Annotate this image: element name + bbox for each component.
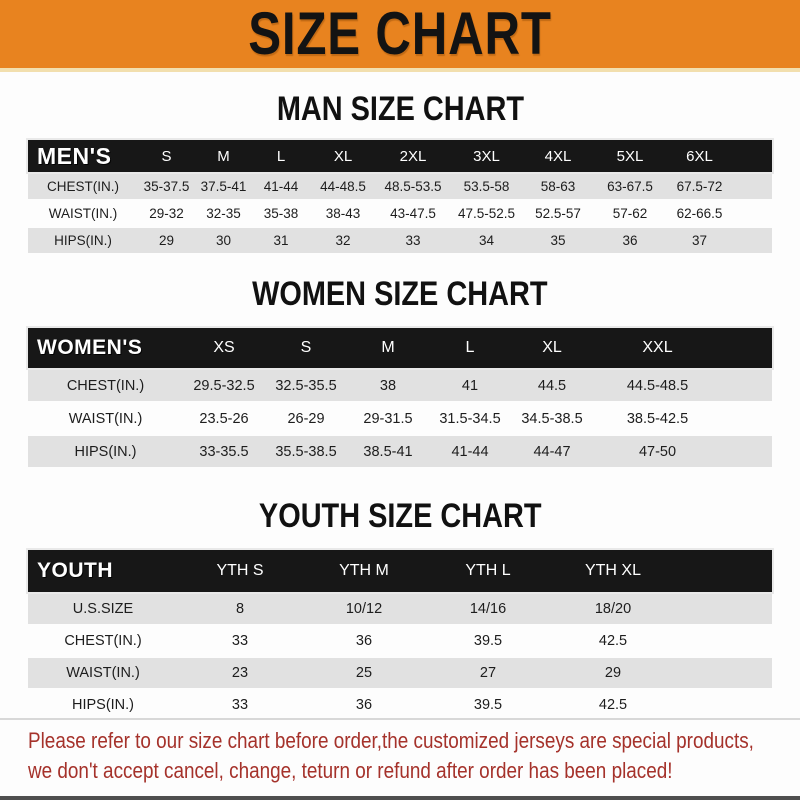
table-row: [28, 690, 772, 720]
size-value-cell: 43-47.5: [390, 206, 436, 221]
footer-disclaimer: [0, 718, 800, 796]
men-size-table: [28, 140, 772, 253]
size-value-cell: 41: [461, 377, 479, 394]
size-value-cell: 58-63: [540, 179, 576, 194]
size-value-cell: 18/20: [594, 601, 632, 617]
size-value-cell: 29: [158, 233, 175, 248]
table-row: [28, 174, 772, 199]
size-value-cell: 30: [215, 233, 232, 248]
size-value-cell: 27: [479, 665, 497, 681]
footer-disclaimer-line2: we don't accept cancel, change, teturn or refund after order has been placed!: [28, 758, 673, 783]
size-value-cell: 35.5-38.5: [275, 443, 337, 460]
size-column-header: YTH L: [465, 562, 511, 579]
banner-title: SIZE CHART: [248, 0, 552, 67]
size-value-cell: 32: [335, 233, 351, 248]
women-section-heading: [0, 277, 800, 311]
row-label: CHEST(IN.): [64, 633, 142, 649]
size-chart-banner: [0, 0, 800, 72]
bottom-edge-bar: [0, 796, 800, 800]
size-value-cell: 44-47: [533, 443, 571, 460]
size-value-cell: 39.5: [473, 633, 503, 649]
size-column-header: S: [161, 147, 172, 165]
size-value-cell: 36: [355, 633, 373, 649]
table-header-row: [28, 550, 772, 592]
table-row: [28, 594, 772, 624]
size-value-cell: 34.5-38.5: [521, 410, 583, 427]
size-value-cell: 41-44: [451, 443, 489, 460]
row-label: WAIST(IN.): [66, 665, 140, 681]
size-value-cell: 35-38: [263, 206, 299, 221]
size-value-cell: 63-67.5: [607, 179, 653, 194]
size-value-cell: 14/16: [469, 601, 507, 617]
row-label: HIPS(IN.): [74, 443, 137, 460]
size-value-cell: 33: [231, 633, 249, 649]
size-column-header: XL: [333, 147, 353, 165]
size-value-cell: 29.5-32.5: [193, 377, 255, 394]
women-section-heading-text: WOMEN SIZE CHART: [252, 275, 548, 313]
size-value-cell: 32-35: [206, 206, 241, 221]
size-value-cell: 44-48.5: [320, 179, 366, 194]
size-value-cell: 33: [231, 697, 249, 713]
size-value-cell: 33: [405, 233, 421, 248]
size-value-cell: 39.5: [473, 697, 503, 713]
size-value-cell: 37.5-41: [200, 179, 247, 194]
man-section-heading: [0, 92, 800, 126]
size-value-cell: 47.5-52.5: [457, 206, 516, 221]
size-value-cell: 33-35.5: [199, 443, 249, 460]
size-value-cell: 41-44: [263, 179, 299, 194]
size-column-header: S: [300, 339, 312, 356]
size-value-cell: 8: [235, 601, 245, 617]
women-size-table: [28, 328, 772, 467]
table-title-label: YOUTH: [37, 559, 113, 582]
size-value-cell: 37: [691, 233, 708, 248]
row-label: U.S.SIZE: [72, 601, 134, 617]
size-column-header: XL: [542, 339, 562, 356]
size-column-header: 4XL: [544, 147, 572, 165]
row-label: CHEST(IN.): [47, 179, 119, 194]
table-row: [28, 201, 772, 226]
youth-size-section: [0, 499, 800, 720]
table-row: [28, 436, 772, 467]
size-value-cell: 23: [231, 665, 249, 681]
size-value-cell: 44.5-48.5: [626, 377, 689, 394]
size-value-cell: 62-66.5: [676, 206, 723, 221]
size-value-cell: 31.5-34.5: [439, 410, 501, 427]
size-column-header: YTH M: [339, 562, 389, 579]
women-size-section: [0, 277, 800, 467]
table-row: [28, 370, 772, 401]
size-value-cell: 35-37.5: [143, 179, 190, 194]
size-value-cell: 38: [379, 377, 397, 394]
size-value-cell: 38-43: [325, 206, 361, 221]
table-row: [28, 658, 772, 688]
size-column-header: YTH XL: [584, 562, 641, 579]
size-column-header: 2XL: [399, 147, 427, 165]
youth-section-heading-text: YOUTH SIZE CHART: [258, 497, 542, 535]
size-value-cell: 34: [478, 233, 495, 248]
size-value-cell: 36: [355, 697, 373, 713]
size-column-header: 3XL: [473, 147, 500, 165]
size-value-cell: 29-32: [149, 206, 184, 221]
size-value-cell: 52.5-57: [535, 206, 581, 221]
size-value-cell: 25: [355, 665, 373, 681]
size-value-cell: 31: [273, 233, 289, 248]
row-label: HIPS(IN.): [71, 697, 135, 713]
size-value-cell: 26-29: [287, 410, 325, 427]
size-value-cell: 35: [550, 233, 566, 248]
table-title-label: MEN'S: [37, 142, 112, 169]
row-label: CHEST(IN.): [66, 377, 145, 394]
size-value-cell: 57-62: [612, 206, 648, 221]
youth-size-table: [28, 550, 772, 720]
table-row: [28, 228, 772, 253]
table-row: [28, 403, 772, 434]
size-value-cell: 48.5-53.5: [384, 179, 442, 194]
size-column-header: YTH S: [216, 562, 264, 579]
size-value-cell: 38.5-41: [363, 443, 413, 460]
size-value-cell: 67.5-72: [676, 179, 723, 194]
size-value-cell: 38.5-42.5: [626, 410, 689, 427]
size-value-cell: 10/12: [345, 601, 383, 617]
row-label: WAIST(IN.): [68, 410, 143, 427]
size-value-cell: 32.5-35.5: [275, 377, 337, 394]
table-header-row: [28, 328, 772, 368]
size-value-cell: 29-31.5: [363, 410, 413, 427]
size-column-header: XS: [213, 339, 235, 356]
man-size-section: [0, 92, 800, 253]
size-value-cell: 29: [604, 665, 622, 681]
row-label: HIPS(IN.): [54, 233, 112, 248]
size-value-cell: 53.5-58: [463, 179, 510, 194]
youth-section-heading: [0, 499, 800, 533]
size-column-header: L: [465, 339, 475, 356]
table-row: [28, 626, 772, 656]
size-column-header: L: [276, 147, 286, 165]
size-column-header: 6XL: [686, 147, 713, 165]
size-value-cell: 23.5-26: [199, 410, 249, 427]
size-column-header: XXL: [642, 339, 673, 356]
size-column-header: 5XL: [616, 147, 644, 165]
size-column-header: M: [217, 147, 230, 165]
footer-disclaimer-line1: Please refer to our size chart before order,the customized jerseys are special products,: [28, 728, 754, 753]
size-value-cell: 44.5: [537, 377, 567, 394]
table-title-label: WOMEN'S: [37, 336, 143, 359]
size-value-cell: 47-50: [638, 443, 677, 460]
table-header-row: [28, 140, 772, 172]
size-value-cell: 42.5: [598, 633, 628, 649]
size-column-header: M: [381, 339, 395, 356]
row-label: WAIST(IN.): [48, 206, 118, 221]
size-value-cell: 36: [622, 233, 638, 248]
man-section-heading-text: MAN SIZE CHART: [276, 90, 524, 128]
size-value-cell: 42.5: [598, 697, 628, 713]
